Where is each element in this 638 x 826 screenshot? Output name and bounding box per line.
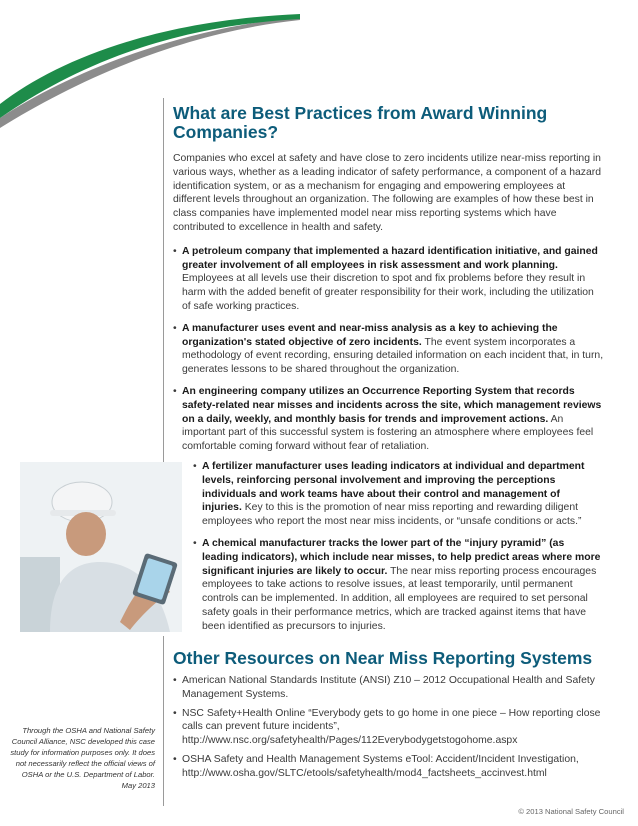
practice-text: The event system incorporates a methodology of event recording, ensuring detailed information on each incident that, in turn, generates lessons to be shared throughout the organization. [182, 336, 604, 376]
list-item [173, 245, 605, 314]
practice-text: The near miss reporting process encourages employees to take actions to resolve issues, at least temporarily, until permanent controls can be implemented. In addition, all employees are required to set personal safety goals in their performance metrics, which are tracked against items that have been identified as precursors to injuries. [202, 565, 597, 632]
practices-list [173, 245, 605, 454]
heading-other-resources: Other Resources on Near Miss Reporting Systems [173, 648, 593, 668]
list-item [173, 707, 605, 748]
face [66, 512, 106, 556]
best-practices-section [173, 104, 605, 454]
bullet-icon: • [173, 707, 177, 719]
other-resources-section [173, 649, 605, 781]
practice-lead: A manufacturer uses event and near-miss analysis as a key to achieving the organization's stated objective of zero incidents. [182, 322, 558, 348]
practice-lead: An engineering company utilizes an Occurrence Reporting System that records safety-related near misses and incidents across the site, which management reviews on a daily, weekly, and monthly basis for trends and improvement actions. [182, 385, 602, 425]
practice-lead: A chemical manufacturer tracks the lower part of the “injury pyramid” (as leading indicators), which include near misses, to help predict areas where more significant injuries are likely to occur. [202, 537, 601, 577]
alliance-disclaimer: Through the OSHA and National Safety Council Alliance, NSC developed this case study for information purposes only. It does not necessarily reflect the official views of OSHA or the U.S. Department of Labor. May 2013 [10, 726, 155, 790]
bullet-icon: • [173, 245, 177, 257]
column-divider [163, 98, 164, 470]
practices-list-continued [193, 460, 601, 634]
bullet-icon: • [173, 675, 177, 686]
heading-best-practices: What are Best Practices from Award Winning Companies? [173, 103, 548, 142]
list-item [193, 537, 601, 634]
list-item [193, 460, 601, 529]
intro-paragraph: Companies who excel at safety and have close to zero incidents utilize near-miss reporting in various ways, whether as a leading indicator of safety performance, a component of a hazard identification system, or as a mechanism for engaging and empowering employees at different levels throughout an organization. The following are examples of how these best in class companies have implemented model near miss reporting systems which have contributed to excellence in health and safety. [173, 153, 601, 233]
practice-lead: A petroleum company that implemented a hazard identification initiative, and gained greater involvement of all employees in risk assessment and work planning. [182, 245, 598, 271]
list-item [173, 674, 605, 702]
practice-text: Key to this is the promotion of near miss reporting and rewarding diligent employees who report the most near miss incidents, or “unsafe conditions or acts.” [202, 502, 582, 528]
bullet-icon: • [193, 537, 197, 549]
practice-text: An important part of this successful system is fostering an atmosphere where employees feel comfortable coming forward without fear of retaliation. [182, 413, 594, 453]
copyright-footer: © 2013 National Safety Council [518, 807, 624, 816]
practice-lead: A fertilizer manufacturer uses leading indicators at individual and department levels, reinforcing personal involvement and improving the perceptions individuals and work teams have about their control and management of injuries. [202, 461, 585, 514]
list-item [173, 385, 605, 454]
bullet-icon: • [173, 385, 177, 397]
list-item [173, 753, 605, 781]
practice-text: Employees at all levels use their discretion to spot and fix problems before they result in harm with the added benefit of greater responsibility for their work, including the utilization of safe working practices. [182, 273, 594, 312]
column-divider-lower [163, 636, 164, 806]
resource-text: OSHA Safety and Health Management Systems eTool: Accident/Incident Investigation, http://www.osha.gov/SLTC/etools/safetyhealth/mod4_factsheets_accinvest.html [182, 753, 579, 779]
resource-text: American National Standards Institute (ANSI) Z10 – 2012 Occupational Health and Safety Management Systems. [182, 675, 595, 700]
bullet-icon: • [173, 753, 177, 765]
resource-text: NSC Safety+Health Online “Everybody gets to go home in one piece – How reporting close calls can prevent future incidents”, http://www.nsc.org/safetyhealth/Pages/112Everybodygetstogohome.aspx [182, 707, 601, 747]
worker-with-tablet-photo [20, 462, 182, 632]
resources-list [173, 674, 605, 781]
bullet-icon: • [173, 322, 177, 334]
photo-illustration [20, 462, 182, 632]
list-item [173, 322, 605, 377]
bullet-icon: • [193, 461, 197, 472]
